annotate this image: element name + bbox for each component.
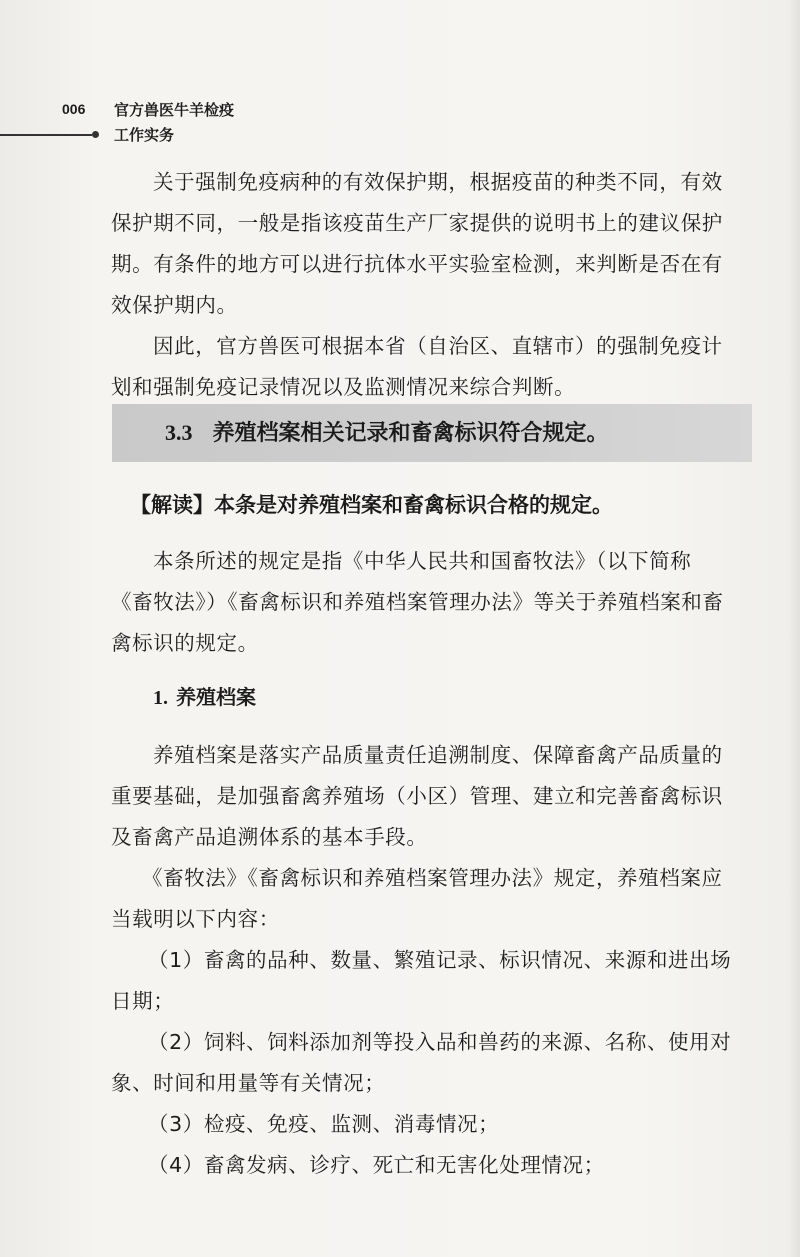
interpretation-heading: 【解读】本条是对养殖档案和畜禽标识合格的规定。 [130,493,613,517]
paragraph-line: 《畜牧法》《畜禽标识和养殖档案管理办法》规定，养殖档案应 [142,866,723,890]
list-item: （2）饲料、饲料添加剂等投入品和兽药的来源、名称、使用对 [148,1030,732,1054]
paragraph-line: 禽标识的规定。 [111,631,259,655]
paragraph-line: 关于强制免疫病种的有效保护期，根据疫苗的种类不同，有效 [153,170,723,194]
section-title: 养殖档案相关记录和畜禽标识符合规定。 [212,421,609,446]
paragraph-line: 《畜牧法》）《畜禽标识和养殖档案管理办法》等关于养殖档案和畜 [111,590,724,614]
subsection-title: 养殖档案 [176,685,256,709]
page-edge-shadow [788,0,800,1257]
paragraph-line: 因此，官方兽医可根据本省（自治区、直辖市）的强制免疫计 [153,334,723,358]
subsection-number: 1. [153,687,168,709]
running-header-subtitle: 工作实务 [114,127,175,144]
paragraph-line: 本条所述的规定是指《中华人民共和国畜牧法》（以下简称 [153,549,692,573]
header-rule [0,134,92,136]
list-item: （4）畜禽发病、诊疗、死亡和无害化处理情况； [148,1153,605,1177]
paragraph-line: 期。有条件的地方可以进行抗体水平实验室检测，来判断是否在有 [111,252,723,276]
paragraph-line: 及畜禽产品追溯体系的基本手段。 [111,825,428,849]
list-item: （1）畜禽的品种、数量、繁殖记录、标识情况、来源和进出场 [148,948,732,972]
paragraph-line: 划和强制免疫记录情况以及监测情况来综合判断。 [111,375,576,399]
paragraph-line: 保护期不同，一般是指该疫苗生产厂家提供的说明书上的建议保护 [111,211,723,235]
running-header-title: 官方兽医牛羊检疫 [114,102,235,119]
subsection-heading [153,681,256,710]
paragraph-line: 效保护期内。 [111,293,238,317]
section-heading [165,416,609,447]
page-number: 006 [62,101,86,117]
list-item: 象、时间和用量等有关情况； [111,1071,386,1095]
paragraph-line: 养殖档案是落实产品质量责任追溯制度、保障畜禽产品质量的 [153,743,723,767]
list-item: （3）检疫、免疫、监测、消毒情况； [148,1112,500,1136]
paragraph-line: 当载明以下内容： [111,907,280,931]
list-item: 日期； [111,989,175,1013]
paragraph-line: 重要基础，是加强畜禽养殖场（小区）管理、建立和完善畜禽标识 [111,784,723,808]
section-number: 3.3 [165,420,193,445]
header-rule-dot [92,131,99,138]
